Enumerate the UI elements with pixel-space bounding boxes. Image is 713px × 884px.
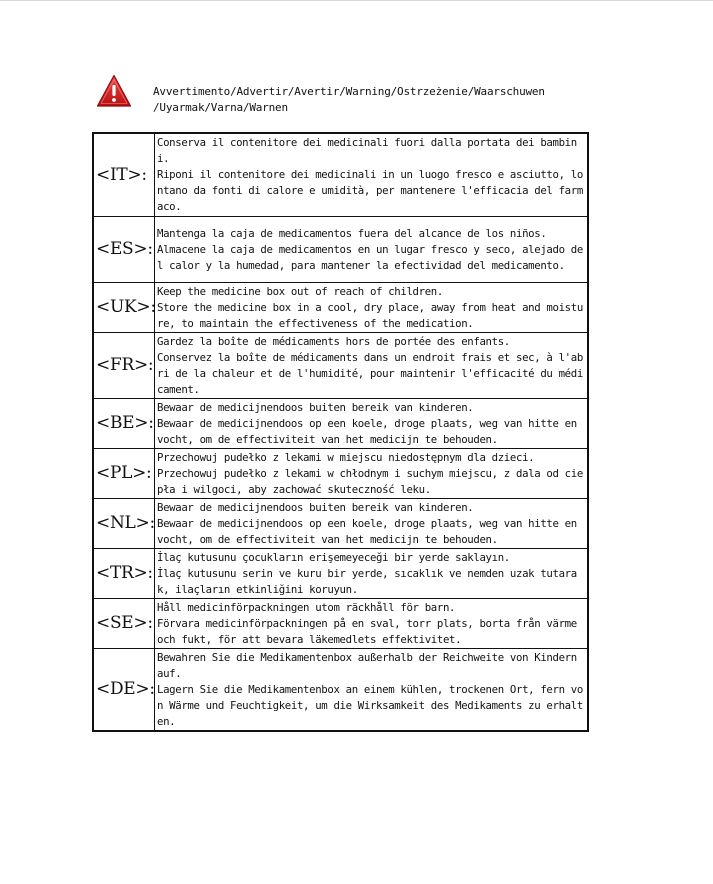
warning-text <box>155 448 589 498</box>
language-code: <SE>: <box>93 598 155 648</box>
warning-line: Bewaar de medicijnendoos op een koele, droge plaats, weg van hitte en vocht, om de effectiviteit van het medicijn te behouden. <box>157 516 577 546</box>
language-code: <BE>: <box>93 398 155 448</box>
warning-text <box>155 598 589 648</box>
table-row <box>93 332 588 398</box>
table-row <box>93 598 588 648</box>
warning-line: Przechowuj pudełko z lekami w miejscu niedostępnym dla dzieci. <box>157 450 535 464</box>
warning-line: Almacene la caja de medicamentos en un lugar fresco y seco, alejado del calor y la humedad, para mantener la efectividad del medicamento. <box>157 242 583 272</box>
table-row <box>93 282 588 332</box>
language-code: <UK>: <box>93 282 155 332</box>
language-code: <ES>: <box>93 216 155 282</box>
language-code: <IT>: <box>93 133 155 216</box>
warning-line: Bewaar de medicijnendoos buiten bereik van kinderen. <box>157 500 474 514</box>
warning-line: Förvara medicinförpackningen på en sval, torr plats, borta från värme och fukt, för att bevara läkemedlets effektivitet. <box>157 616 577 646</box>
warning-triangle-icon <box>96 73 132 109</box>
warning-text <box>155 332 589 398</box>
table-row <box>93 448 588 498</box>
warning-line: İlaç kutusunu çocukların erişemeyeceği bir yerde saklayın. <box>157 550 510 564</box>
warning-line: Riponi il contenitore dei medicinali in un luogo fresco e asciutto, lontano da fonti di calore e umidità, per mantenere l'efficacia del farmaco. <box>157 168 583 214</box>
language-code: <FR>: <box>93 332 155 398</box>
warning-header <box>96 72 596 118</box>
language-code: <DE>: <box>93 648 155 731</box>
warning-line: Keep the medicine box out of reach of children. <box>157 284 443 298</box>
warning-line: İlaç kutusunu serin ve kuru bir yerde, sıcaklık ve nemden uzak tutarak, ilaçların etkinliğini koruyun. <box>157 566 577 596</box>
warning-text <box>155 133 589 216</box>
warning-title <box>153 84 593 116</box>
warning-line: Gardez la boîte de médicaments hors de portée des enfants. <box>157 334 510 348</box>
table-row <box>93 648 588 731</box>
warning-line: Conservez la boîte de médicaments dans un endroit frais et sec, à l'abri de la chaleur et de l'humidité, pour maintenir l'efficacité du médicament. <box>157 350 583 396</box>
table-row <box>93 133 588 216</box>
table-row <box>93 548 588 598</box>
table-row <box>93 398 588 448</box>
page-top-rule <box>0 0 713 1</box>
warning-line: Mantenga la caja de medicamentos fuera del alcance de los niños. <box>157 226 547 240</box>
warning-line: Przechowuj pudełko z lekami w chłodnym i suchym miejscu, z dala od ciepła i wilgoci, aby zachować skuteczność leku. <box>157 466 583 496</box>
table-row <box>93 498 588 548</box>
warning-line: Bewahren Sie die Medikamentenbox außerhalb der Reichweite von Kindern auf. <box>157 650 577 680</box>
warning-text <box>155 648 589 731</box>
warning-text <box>155 282 589 332</box>
language-code: <PL>: <box>93 448 155 498</box>
warning-text <box>155 216 589 282</box>
warning-title-line-1: Avvertimento/Advertir/Avertir/Warning/Ostrzeżenie/Waarschuwen <box>153 85 545 98</box>
warning-line: Lagern Sie die Medikamentenbox an einem kühlen, trockenen Ort, fern von Wärme und Feuchtigkeit, um die Wirksamkeit des Medikaments zu erhalten. <box>157 682 583 728</box>
language-code: <TR>: <box>93 548 155 598</box>
warning-text <box>155 548 589 598</box>
warnings-table <box>92 132 589 732</box>
warning-text <box>155 398 589 448</box>
table-row <box>93 216 588 282</box>
warning-line: Conserva il contenitore dei medicinali fuori dalla portata dei bambini. <box>157 136 577 166</box>
warning-line: Bewaar de medicijnendoos buiten bereik van kinderen. <box>157 400 474 414</box>
warning-line: Bewaar de medicijnendoos op een koele, droge plaats, weg van hitte en vocht, om de effectiviteit van het medicijn te behouden. <box>157 416 577 446</box>
language-code: <NL>: <box>93 498 155 548</box>
warning-line: Håll medicinförpackningen utom räckhåll för barn. <box>157 600 456 614</box>
warning-title-line-2: /Uyarmak/Varna/Warnen <box>153 101 288 114</box>
warning-text <box>155 498 589 548</box>
warning-line: Store the medicine box in a cool, dry place, away from heat and moisture, to maintain the effectiveness of the medication. <box>157 300 583 330</box>
